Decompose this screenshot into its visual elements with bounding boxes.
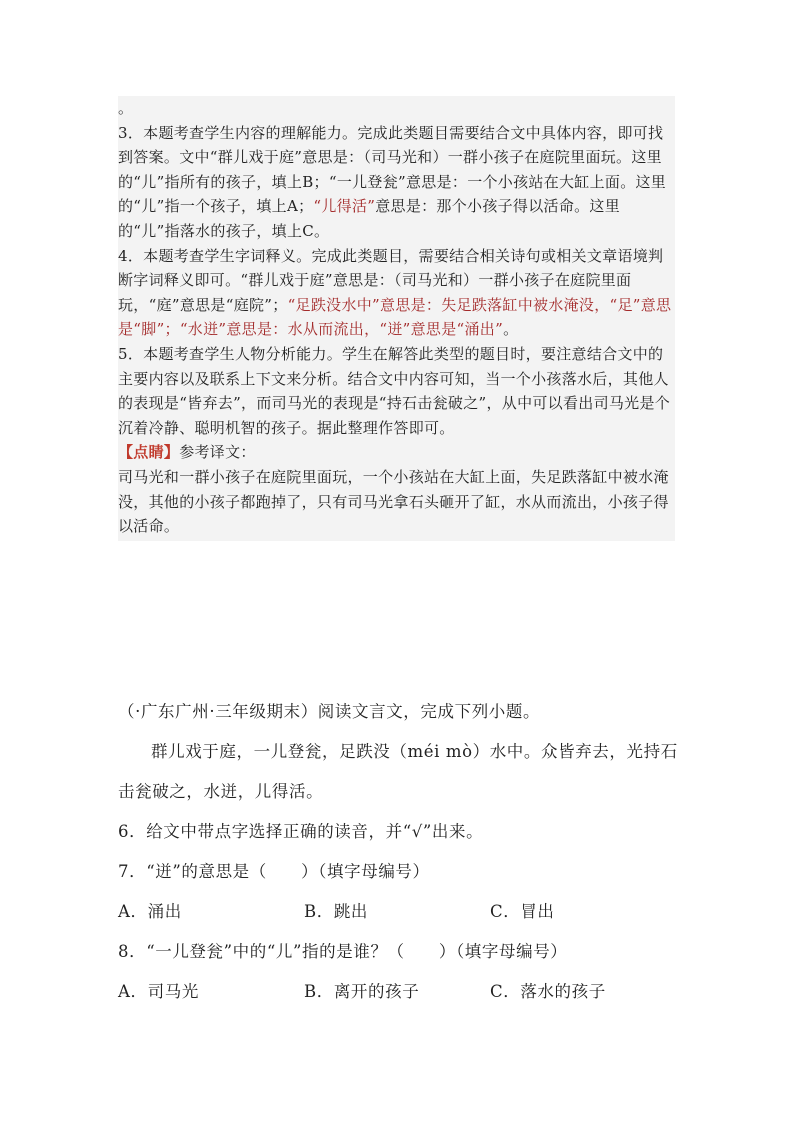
analysis-item-3-highlight: “儿得活” xyxy=(313,197,376,216)
question-block xyxy=(118,692,678,1012)
q8-option-a: A．司马光 xyxy=(118,982,199,1001)
q7-option-c: C．冒出 xyxy=(490,902,555,921)
q8-option-c: C．落水的孩子 xyxy=(490,982,606,1001)
dianjing-tag: 【点睛】 xyxy=(118,443,180,462)
analysis-item-4-highlight: “足跌没水中”意思是：失足跌落缸中被水淹没，“足”意思是“脚”；“水迸”意思是：水从而流出，“迸”意思是“涌出” xyxy=(118,295,672,339)
question-7: 7．“迸”的意思是（ ）（填字母编号） xyxy=(118,862,430,881)
analysis-line-0: 。 xyxy=(118,99,134,117)
analysis-item-3-text-a: 3．本题考查学生内容的理解能力。完成此类题目需要结合文中具体内容，即可找到答案。文中“群儿戏于庭”意思是：（司马光和）一群小孩子在庭院里面玩。这里的“儿”指所有的孩子，填上B；“一儿登瓮”意思是：一个小孩站在大缸上面。这里的“儿”指一个孩子，填上A； xyxy=(118,123,667,216)
analysis-item-3-text-c: 意思是：那个小孩子得以活命。这里的“儿”指落水的孩子，填上C。 xyxy=(118,197,621,240)
q7-option-a: A．涌出 xyxy=(118,902,182,921)
analysis-item-3 xyxy=(118,121,675,244)
analysis-item-4-text-c: 。 xyxy=(503,320,519,339)
question-8: 8．“一儿登瓮”中的“儿”指的是谁？（ ）（填字母编号） xyxy=(118,942,568,961)
dianjing-text: 参考译文： xyxy=(179,443,256,462)
q7-option-b: B．跳出 xyxy=(304,902,369,921)
translation-text: 司马光和一群小孩子在庭院里面玩，一个小孩站在大缸上面，失足跌落缸中被水淹没，其他的小孩子都跑掉了，只有司马光拿石头砸开了缸，水从而流出，小孩子得以活命。 xyxy=(118,467,669,536)
analysis-item-4-text-a: 4．本题考查学生字词释义。完成此类题目，需要结合相关诗句或相关文章语境判断字词释义即可。“群儿戏于庭”意思是：（司马光和）一群小孩子在庭院里面玩，“庭”意思是“庭院”； xyxy=(118,246,664,314)
question-header: （·广东广州·三年级期末）阅读文言文，完成下列小题。 xyxy=(118,702,541,721)
answer-analysis-block xyxy=(118,96,675,541)
dianjing-line xyxy=(118,440,675,465)
question-6: 6．给文中带点字选择正确的读音，并“√”出来。 xyxy=(118,822,484,841)
analysis-item-4 xyxy=(118,244,675,342)
analysis-item-5: 5．本题考查学生人物分析能力。学生在解答此类型的题目时，要注意结合文中的主要内容以及联系上下文来分析。结合文中内容可知，当一个小孩落水后，其他人的表现是“皆弃去”，而司马光的表现是“持石击瓮破之”，从中可以看出司马光是个沉着冷静、聪明机智的孩子。据此整理作答即可。 xyxy=(118,344,671,437)
question-8-options xyxy=(118,972,678,1012)
q8-option-b: B．离开的孩子 xyxy=(304,982,420,1001)
passage-text: 群儿戏于庭，一儿登瓮，足跌没（méi mò）水中。众皆弃去，光持石击瓮破之，水迸，儿得活。 xyxy=(118,742,678,801)
question-7-options xyxy=(118,892,678,932)
